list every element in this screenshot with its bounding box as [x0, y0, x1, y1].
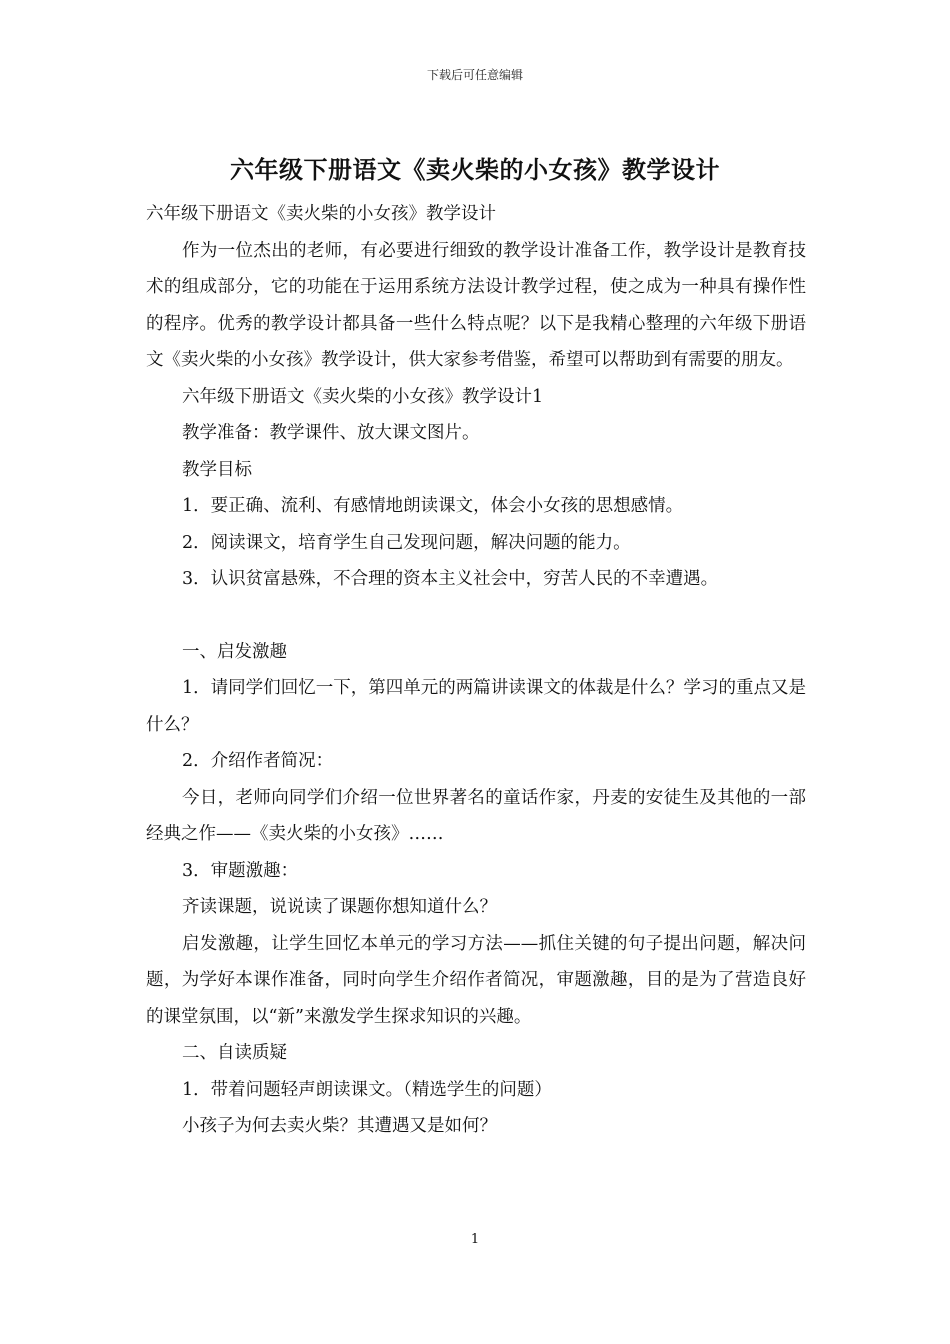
paragraph: 教学准备：教学课件、放大课文图片。 [182, 423, 480, 443]
paragraph: 今日，老师向同学们介绍一位世界著名的童话作家，丹麦的安徒生及其他的一部经典之作——《卖火柴的小女孩》…… [146, 787, 806, 844]
document-body [146, 196, 806, 1145]
page-number: 1 [470, 1232, 480, 1247]
page-header: 下载后可任意编辑 [426, 68, 523, 82]
list-item: 1．要正确、流利、有感情地朗读课文，体会小女孩的思想感情。 [182, 496, 684, 516]
subtitle-paragraph: 六年级下册语文《卖火柴的小女孩》教学设计 [146, 204, 496, 224]
paragraph: 齐读课题，说说读了课题你想知道什么？ [182, 897, 497, 917]
list-item: 3．审题激趣： [182, 860, 299, 881]
paragraph: 小孩子为何去卖火柴？其遭遇又是如何？ [182, 1116, 497, 1136]
paragraph: 启发激趣，让学生回忆本单元的学习方法——抓住关键的句子提出问题，解决问题，为学好本课作准备，同时向学生介绍作者简况，审题激趣，目的是为了营造良好的课堂氛围，以“新”来激发学生探求知识的兴趣。 [146, 933, 806, 1027]
blank-line [146, 598, 806, 634]
paragraph: 教学目标 [182, 459, 252, 480]
document-title: 六年级下册语文《卖火柴的小女孩》教学设计 [230, 155, 720, 184]
list-item: 2．介绍作者简况： [182, 751, 334, 771]
section-heading: 二、自读质疑 [182, 1043, 287, 1063]
section-heading: 六年级下册语文《卖火柴的小女孩》教学设计1 [182, 386, 544, 407]
list-item: 1．请同学们回忆一下，第四单元的两篇讲读课文的体裁是什么？学习的重点又是什么？ [146, 678, 806, 735]
intro-paragraph: 作为一位杰出的老师，有必要进行细致的教学设计准备工作，教学设计是教育技术的组成部分，它的功能在于运用系统方法设计教学过程，使之成为一种具有操作性的程序。优秀的教学设计都具备一些什么特点呢？以下是我精心整理的六年级下册语文《卖火柴的小女孩》教学设计，供大家参考借鉴，希望可以帮助到有需要的朋友。 [146, 240, 806, 370]
list-item: 2．阅读课文，培育学生自己发现问题，解决问题的能力。 [182, 532, 631, 553]
section-heading: 一、启发激趣 [182, 641, 287, 662]
list-item: 3．认识贫富悬殊，不合理的资本主义社会中，穷苦人民的不幸遭遇。 [182, 569, 719, 589]
list-item: 1．带着问题轻声朗读课文。（精选学生的问题） [182, 1079, 552, 1100]
